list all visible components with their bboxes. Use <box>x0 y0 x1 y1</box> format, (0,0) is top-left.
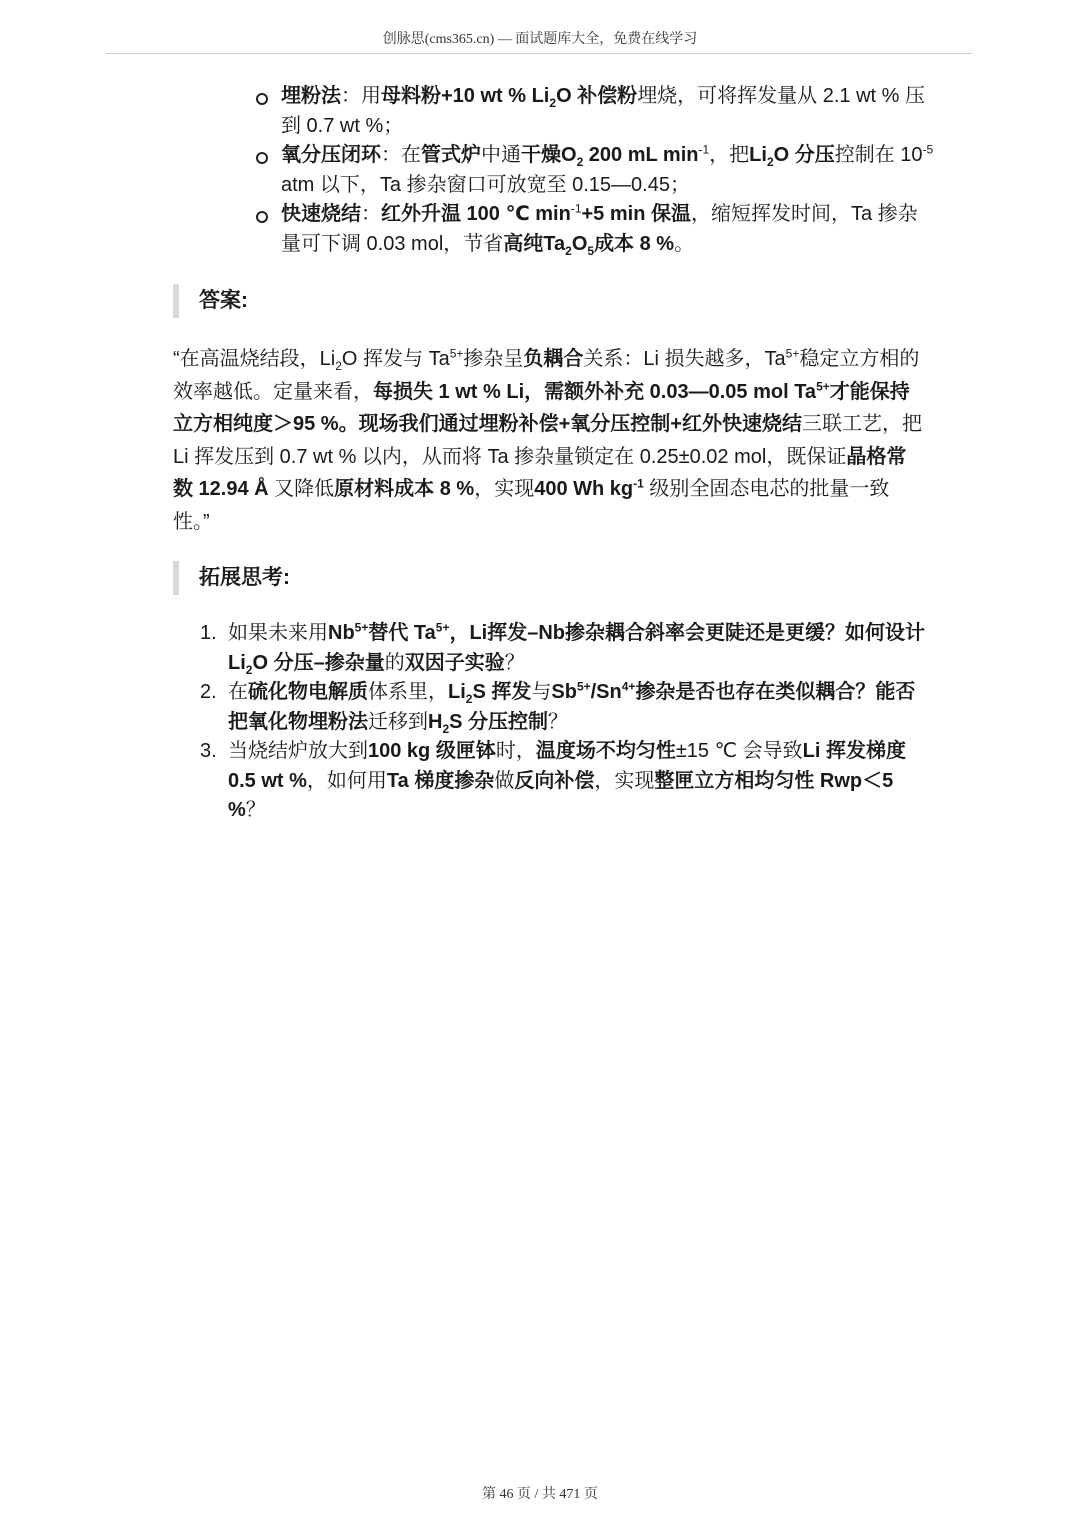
text-run: 2 <box>465 692 473 706</box>
text-run: 才能保持立方相纯度＞95 %。现场我们通过埋粉补偿+氧分压控制+红外快速烧结 <box>173 380 910 435</box>
bullet-item <box>256 82 936 141</box>
text-run: -1 <box>633 476 644 491</box>
text-run: 三联工艺，把 Li 挥发压到 0.7 wt % 以内，从而将 Ta 掺杂量锁定在 0.25±0.02 mol，既保证 <box>173 413 922 468</box>
text-run: O <box>571 232 588 255</box>
text-run: 2 <box>442 721 450 736</box>
header-divider <box>106 53 972 54</box>
text-run: 干燥O <box>521 144 577 166</box>
text-run: ？ <box>245 799 266 821</box>
text-run: 晶格常数 12.94 Å <box>173 445 907 500</box>
text-run: 中通 <box>481 144 521 166</box>
text-run: 200 mL min <box>583 144 699 166</box>
text-run: Sb <box>551 681 577 703</box>
text-run: O 挥发与 Ta <box>341 348 450 370</box>
text-run: 5+ <box>576 679 591 694</box>
question-number: 1. <box>200 622 217 644</box>
method-bullet-list <box>256 82 936 259</box>
bullet-item <box>256 141 936 200</box>
text-run: 负耦合 <box>523 348 584 370</box>
text-run: ？ <box>548 710 569 733</box>
text-run: 反向补偿 <box>514 769 595 792</box>
text-run: Ta 梯度掺杂 <box>386 769 495 792</box>
extension-heading: 拓展思考: <box>173 561 899 595</box>
text-run: -1 <box>698 142 710 157</box>
text-run: -5 <box>922 142 934 157</box>
text-run: 管式炉 <box>421 144 481 166</box>
text-run: ：在 <box>381 144 421 166</box>
text-run: 4+ <box>621 679 636 694</box>
text-run: “在高温烧结段，Li <box>173 348 336 370</box>
hollow-bullet-icon <box>256 211 268 223</box>
text-run: 5+ <box>449 346 464 361</box>
text-run: -1 <box>570 201 582 216</box>
text-run: 原材料成本 8 % <box>334 478 475 500</box>
question-number: 2. <box>200 681 217 703</box>
text-run: ，把 <box>709 144 750 166</box>
text-run: 100 kg 级匣钵 <box>368 740 496 762</box>
text-run: ，如何用 <box>306 769 387 792</box>
text-run: 整匣立方相均匀性 Rwp＜5 % <box>228 769 894 821</box>
text-run: S 挥发 <box>472 681 532 703</box>
text-run: 红外升温 100 ℃ min <box>381 203 571 225</box>
text-run: 替代 Ta <box>368 622 436 644</box>
text-run: 快速烧结 <box>281 203 361 225</box>
hollow-bullet-icon <box>256 93 268 105</box>
text-run: 体系里， <box>368 681 448 703</box>
text-run: 成本 8 % <box>594 232 675 255</box>
hollow-bullet-icon <box>256 152 268 164</box>
text-run: Nb <box>328 622 355 644</box>
text-run: 2 <box>766 155 774 169</box>
question-item <box>200 678 930 737</box>
text-run: 稳定立方相的效率越低。定量来看， <box>173 348 920 403</box>
answer-heading: 答案: <box>173 284 899 318</box>
text-run: 每损失 1 wt % Li，需额外补充 0.03—0.05 mol Ta <box>373 380 817 403</box>
text-run: 控制在 10 <box>834 144 923 166</box>
text-run: 高纯Ta <box>503 232 566 255</box>
text-run: 的 <box>384 651 405 674</box>
text-run: 关系：Li 损失越多，Ta <box>583 348 786 370</box>
text-run: atm 以下，Ta 掺杂窗口可放宽至 0.15—0.45； <box>281 173 690 196</box>
answer-paragraph <box>173 343 925 538</box>
text-run: 如果未来用 <box>228 622 328 644</box>
page-header: 创脉思(cms365.cn) — 面试题库大全，免费在线学习 <box>382 32 698 47</box>
text-run: 硫化物电解质 <box>248 681 368 703</box>
text-run: 做 <box>494 769 515 792</box>
text-run: S 分压控制 <box>449 710 549 733</box>
text-run: 5+ <box>816 378 830 393</box>
text-run: 5+ <box>354 620 369 635</box>
text-run: 双因子实验 <box>404 651 505 674</box>
text-run: 5 <box>587 243 595 258</box>
text-run: ： <box>361 203 381 225</box>
text-run: O 补偿粉 <box>556 85 638 107</box>
text-run: 埋粉法 <box>281 85 341 107</box>
text-run: Li <box>749 144 767 166</box>
extension-question-list <box>200 619 930 826</box>
text-run: Li 挥发梯度 0.5 wt % <box>228 740 906 792</box>
text-run: ±15 ℃ 会导致 <box>675 740 803 762</box>
text-run: 迁移到 <box>368 710 428 733</box>
text-run: O 分压 <box>773 144 835 166</box>
question-number: 3. <box>200 740 217 762</box>
text-run: ，实现 <box>474 478 535 500</box>
text-run: 氧分压闭环 <box>281 144 381 166</box>
text-run: ：用 <box>341 85 381 107</box>
text-run: 级别全固态电芯的批量一致性。” <box>173 478 890 533</box>
text-run: ？ <box>504 651 525 674</box>
text-run: 母料粉+10 wt % Li <box>381 85 550 107</box>
text-run: 5+ <box>435 620 450 635</box>
bullet-item <box>256 200 936 259</box>
text-run: ，缩短挥发时间，Ta 掺杂量可下调 0.03 mol，节省 <box>281 203 918 255</box>
text-run: ，Li挥发–Nb掺杂耦合斜率会更陡还是更缓？如何设计Li <box>228 622 926 674</box>
text-run: 掺杂是否也存在类似耦合？能否把氧化物埋粉法 <box>228 681 916 733</box>
text-run: /Sn <box>590 681 622 703</box>
text-run: 2 <box>576 155 584 169</box>
text-run: 温度场不均匀性 <box>535 740 676 762</box>
text-run: +5 min 保温 <box>581 203 691 225</box>
text-run: 。 <box>674 232 695 255</box>
text-run: 2 <box>335 359 342 373</box>
text-run: 在 <box>228 681 248 703</box>
text-run: H <box>428 710 443 733</box>
question-item <box>200 737 930 826</box>
text-run: 当烧结炉放大到 <box>228 740 368 762</box>
question-item <box>200 619 930 678</box>
text-run: O 分压–掺杂量 <box>252 651 385 674</box>
text-run: 5+ <box>785 346 800 361</box>
text-run: 400 Wh kg <box>534 478 634 500</box>
text-run: Li <box>448 681 466 703</box>
text-run: 时， <box>495 740 536 762</box>
text-run: 2 <box>245 662 253 677</box>
text-run: 掺杂呈 <box>463 348 524 370</box>
text-run: 埋烧，可将挥发量从 2.1 wt % 压到 0.7 wt %； <box>281 85 925 137</box>
text-run: 2 <box>565 243 572 258</box>
text-run: 与 <box>531 681 552 703</box>
text-run: 2 <box>549 96 557 110</box>
text-run: ，实现 <box>594 769 655 792</box>
page-footer: 第 46 页 / 共 471 页 <box>482 1487 598 1502</box>
text-run: 又降低 <box>268 478 335 500</box>
